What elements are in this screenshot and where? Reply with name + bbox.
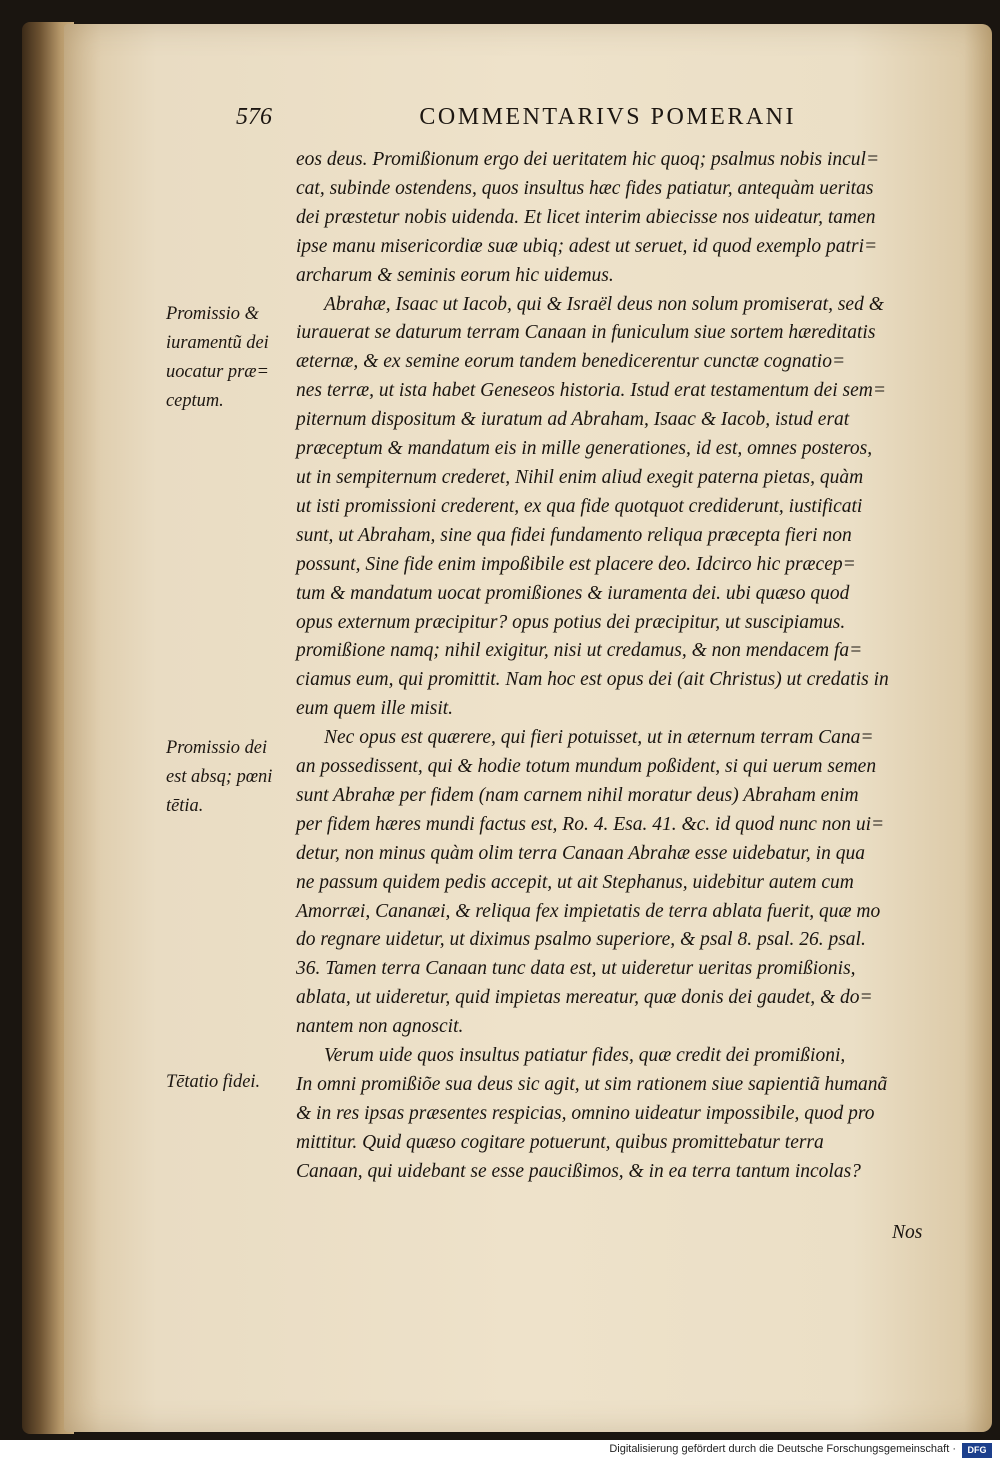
dfg-logo: DFG (962, 1443, 992, 1458)
text-line: archarum & seminis eorum hic uidemus. (296, 264, 614, 286)
catchword: Nos (892, 1222, 923, 1243)
text-line: & in res ipsas præsentes respicias, omnino uideatur impossibile, quod pro (296, 1102, 875, 1124)
text-line: nes terræ, ut ista habet Geneseos historia. Istud erat testamentum dei sem= (296, 380, 886, 402)
text-line: Amorræi, Cananæi, & reliqua fex impietatis de terra ablata fuerit, quæ mo (296, 900, 881, 922)
paragraph-4 (296, 1042, 956, 1187)
text-line: sunt Abrahæ per fidem (nam carnem nihil moratur deus) Abraham enim (296, 784, 859, 806)
text-line: ne passum quidem pedis accepit, ut ait Stephanus, uidebitur autem cum (296, 871, 854, 893)
text-line: dei præstetur nobis uidenda. Et licet interim abiecisse nos uideatur, tamen (296, 206, 876, 228)
page-number: 576 (236, 104, 272, 130)
text-line: cat, subinde ostendens, quos insultus hæc fides patiatur, antequàm ueritas (296, 177, 874, 199)
text-line: Abrahæ, Isaac ut Iacob, qui & Israël deus non solum promiserat, sed & (324, 293, 884, 315)
text-line: ablata, ut uideretur, quid impietas mereatur, quæ donis dei gaudet, & do= (296, 987, 873, 1009)
text-line: an possedissent, qui & hodie totum mundum poßident, si qui uerum semen (296, 756, 877, 778)
marginal-note-promissio-iuramentum (166, 300, 296, 416)
marginal-note-promissio-dei (166, 734, 296, 821)
footer-bar (0, 1440, 1000, 1462)
text-line: per fidem hæres mundi factus est, Ro. 4. Esa. 41. &c. id quod nunc non ui= (296, 813, 885, 835)
funding-credit: Digitalisierung gefördert durch die Deutsche Forschungsgemeinschaft · (609, 1443, 956, 1455)
marginal-line: ceptum. (166, 389, 224, 411)
text-line: 36. Tamen terra Canaan tunc data est, ut uideretur ueritas promißionis, (296, 958, 856, 980)
text-line: do regnare uidetur, ut diximus psalmo superiore, & psal 8. psal. 26. psal. (296, 929, 866, 951)
text-line: opus externum præcipitur? opus potius dei præcipitur, ut suscipiamus. (296, 611, 846, 633)
marginal-note-tentatio-fidei (166, 1068, 296, 1097)
running-title: COMMENTARIVS POMERANI (419, 104, 796, 130)
text-line: promißione namq; nihil exigitur, nisi ut credamus, & non mendacem fa= (296, 640, 863, 662)
marginal-line: iuramentũ dei (166, 331, 269, 353)
text-line: præceptum & mandatum eis in mille generationes, id est, omnes posteros, (296, 438, 873, 460)
marginal-line: Promissio & (166, 303, 259, 324)
paragraph-1 (296, 146, 956, 291)
text-line: iurauerat se daturum terram Canaan in funiculum siue sortem hæreditatis (296, 322, 876, 344)
text-line: ciamus eum, qui promittit. Nam hoc est opus dei (ait Christus) ut credatis in (296, 669, 889, 691)
marginal-line: Tētatio fidei. (166, 1071, 261, 1092)
marginal-line: uocatur præ= (166, 360, 269, 382)
marginal-line: tētia. (166, 794, 204, 816)
text-line: æternæ, & ex semine eorum tandem benedicerentur cunctæ cognatio= (296, 351, 846, 373)
text-line: Nec opus est quærere, qui fieri potuisset, ut in æternum terram Cana= (324, 727, 874, 749)
page-header (236, 104, 796, 134)
body-text (296, 146, 956, 1187)
marginal-line: est absq; pœni (166, 765, 273, 787)
marginal-line: Promissio dei (166, 737, 268, 758)
text-line: ut in sempiternum crederet, Nihil enim aliud exegit paterna pietas, quàm (296, 466, 864, 488)
text-line: possunt, Sine fide enim impoßibile est placere deo. Idcirco hic præcep= (296, 553, 856, 575)
text-line: eos deus. Promißionum ergo dei ueritatem hic quoq; psalmus nobis incul= (296, 149, 880, 170)
text-line: ipse manu misericordiæ suæ ubiq; adest ut seruet, id quod exemplo patri= (296, 235, 878, 257)
text-line: Verum uide quos insultus patiatur fides, quæ credit dei promißioni, (324, 1045, 846, 1067)
text-line: In omni promißiõe sua deus sic agit, ut sim rationem siue sapientiã humanã (296, 1074, 888, 1095)
paragraph-2 (296, 291, 956, 725)
paragraph-3 (296, 724, 956, 1042)
text-line: piternum dispositum & iuratum ad Abraham, Isaac & Iacob, istud erat (296, 409, 850, 431)
text-line: nantem non agnoscit. (296, 1016, 464, 1038)
text-line: mittitur. Quid quæso cogitare potuerunt, quibus promittebatur terra (296, 1131, 824, 1153)
text-line: ut isti promissioni crederent, ex qua fide quotquot crediderunt, iustificati (296, 495, 863, 517)
text-line: sunt, ut Abraham, sine qua fidei fundamento reliqua præcepta fieri non (296, 524, 852, 546)
text-line: Canaan, qui uidebant se esse paucißimos, & in ea terra tantum incolas? (296, 1160, 861, 1182)
text-line: detur, non minus quàm olim terra Canaan Abrahæ esse uidebatur, in qua (296, 842, 865, 864)
text-line: tum & mandatum uocat promißiones & iuramenta dei. ubi quæso quod (296, 582, 850, 604)
text-line: eum quem ille misit. (296, 698, 454, 720)
